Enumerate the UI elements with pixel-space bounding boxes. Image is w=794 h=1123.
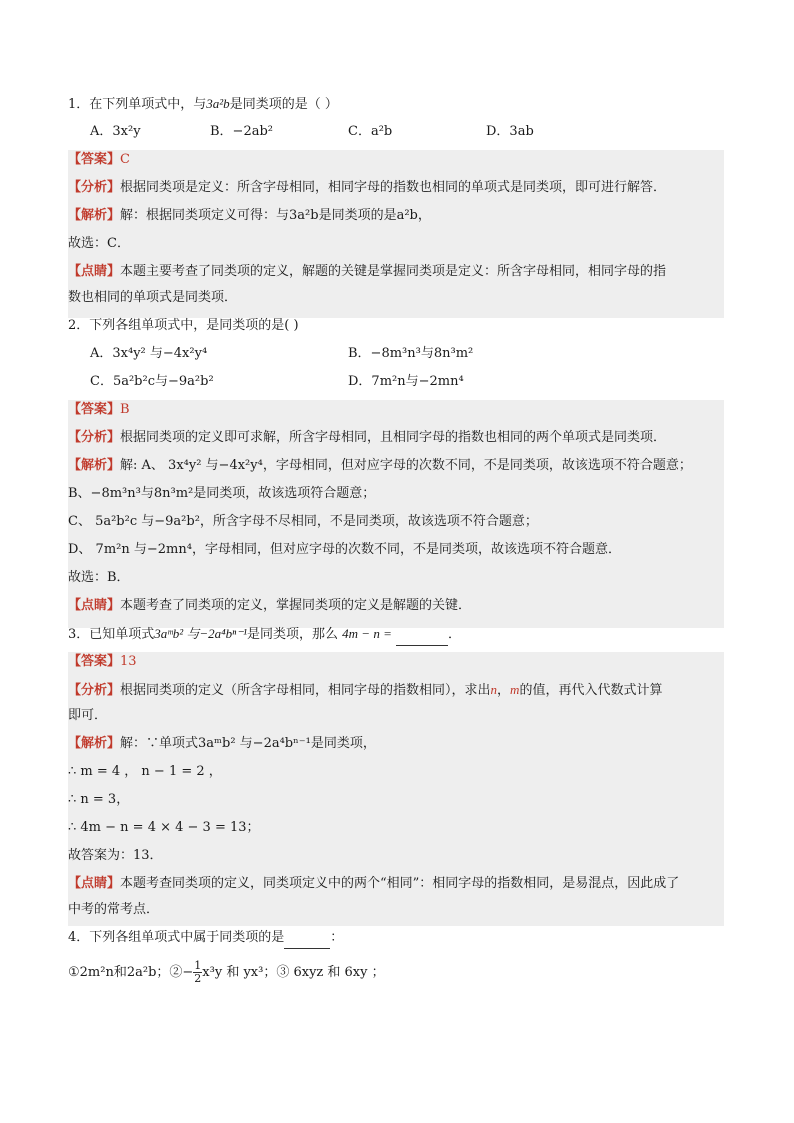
q2-option-a: A．3x⁴y² 与−4x²y⁴ (90, 346, 208, 361)
fraction-one-half: $\frac{1}{2}$ (194, 959, 202, 985)
q2-solution-c: C、 5a²b²c 与−9a²b²，所含字母不尽相同，不是同类项，故该选项不符合题意； (68, 514, 538, 529)
q3-comment-cont: 中考的常考点． (68, 902, 160, 917)
q1-stem: 1．在下列单项式中，与3a²b是同类项的是（ ） (68, 96, 338, 112)
q3-solution-step-2: ∴ n = 3， (68, 792, 130, 807)
q2-stem: 2．下列各组单项式中，是同类项的是( ) (68, 318, 299, 333)
q1-comment: 【点睛】本题主要考查了同类项的定义，解题的关键是掌握同类项是定义：所含字母相同，相同字母的指 (68, 264, 667, 279)
q2-option-b: B．−8m³n³与8n³m² (348, 346, 474, 361)
q3-answer: 【答案】13 (68, 654, 137, 669)
q3-fill: 故答案为：13． (68, 848, 163, 863)
q2-solution-d: D、 7m²n 与−2mn⁴，字母相同，但对应字母的次数不同，不是同类项，故该选项不符合题意． (68, 542, 621, 557)
q1-comment-cont: 数也相同的单项式是同类项． (68, 290, 238, 305)
q3-solution-step-1: ∴ m = 4 ， n − 1 = 2 ， (68, 764, 222, 779)
q2-solution: 【解析】解: A、 3x⁴y² 与−4x²y⁴，字母相同，但对应字母的次数不同，不是同类项，故该选项不符合题意； (68, 458, 692, 473)
q1-option-b: B．−2ab² (210, 124, 274, 139)
q1-option-c: C．a²b (348, 124, 393, 139)
q4-items: ①2m²n和2a²b；②− $\frac{1}{2}$ x³y 和 yx³；③ 6xyz 和 6xy ； (68, 959, 385, 985)
q2-comment: 【点睛】本题考查了同类项的定义，掌握同类项的定义是解题的关键． (68, 598, 472, 613)
q2-option-c: C．5a²b²c与−9a²b² (90, 374, 214, 389)
q2-choose: 故选：B． (68, 570, 130, 585)
q1-option-d: D．3ab (486, 124, 534, 139)
q3-comment: 【点睛】本题考查同类项的定义，同类项定义中的两个“相同”：相同字母的指数相同，是易混点，因此成了 (68, 876, 680, 891)
q2-option-d: D．7m²n与−2mn⁴ (348, 374, 464, 389)
q1-answer: 【答案】C (68, 152, 130, 167)
q2-analysis: 【分析】根据同类项的定义即可求解，所含字母相同，且相同字母的指数也相同的两个单项式是同类项． (68, 430, 667, 445)
q3-stem: 3．已知单项式3aᵐb² 与−2a⁴bⁿ⁻¹是同类项，那么 4m − n = ． (68, 624, 461, 646)
q3-analysis: 【分析】根据同类项的定义（所含字母相同，相同字母的指数相同），求出n，m的值，再代入代数式计算 (68, 682, 663, 698)
q1-option-a: A．3x²y (90, 124, 141, 139)
q1-choose: 故选：C． (68, 236, 130, 251)
q2-solution-b: B、−8m³n³与8n³m²是同类项，故该选项符合题意； (68, 486, 376, 501)
q1-analysis: 【分析】根据同类项是定义：所含字母相同，相同字母的指数也相同的单项式是同类项，即可进行解答． (68, 180, 667, 195)
q4-answer-blank[interactable] (284, 928, 330, 949)
q3-solution: 【解析】解：∵单项式3aᵐb² 与−2a⁴bⁿ⁻¹是同类项， (68, 736, 376, 751)
q4-stem: 4．下列各组单项式中属于同类项的是 ： (68, 928, 343, 949)
q3-solution-step-3: ∴ 4m − n = 4 × 4 − 3 = 13； (68, 820, 260, 835)
q2-answer: 【答案】B (68, 402, 130, 417)
q3-answer-blank[interactable] (396, 625, 448, 646)
q1-solution: 【解析】解：根据同类项定义可得：与3a²b是同类项的是a²b， (68, 208, 431, 223)
q3-analysis-cont: 即可． (68, 708, 108, 723)
